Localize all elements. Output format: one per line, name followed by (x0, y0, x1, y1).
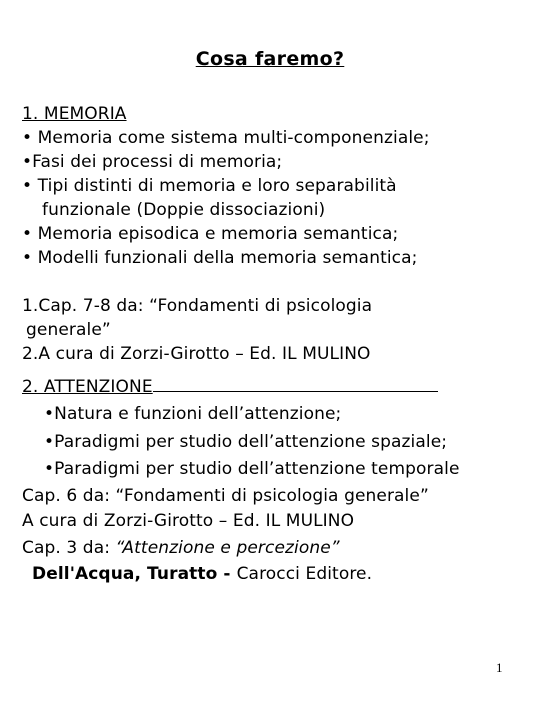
reference-line: Cap. 6 da: “Fondamenti di psicologia generale” (22, 486, 429, 506)
reference-line: A cura di Zorzi-Girotto – Ed. IL MULINO (22, 511, 355, 531)
reference-prefix: Cap. 3 da: (22, 538, 116, 558)
list-item-text: Fasi dei processi di memoria; (32, 152, 283, 172)
bullet-icon: • (44, 432, 55, 452)
list-item (44, 432, 447, 452)
bullet-icon: • (22, 128, 33, 148)
bullet-icon: • (44, 404, 55, 424)
page-number: 1 (496, 660, 503, 675)
list-item (22, 224, 398, 244)
list-item-text: Memoria episodica e memoria semantica; (37, 224, 399, 244)
bullet-icon: • (22, 224, 33, 244)
list-item (22, 152, 282, 172)
section-heading-text: 2. ATTENZIONE (22, 377, 153, 397)
section-heading-attenzione (22, 376, 438, 397)
list-item-text: Paradigmi per studio dell’attenzione spaziale; (54, 432, 448, 452)
bullet-icon: • (22, 152, 33, 172)
section-heading-memoria: 1. MEMORIA (22, 104, 127, 124)
page-title: Cosa faremo? (195, 48, 345, 70)
list-item-text: Memoria come sistema multi-componenziale; (37, 128, 430, 148)
reference-line: 1.Cap. 7-8 da: “Fondamenti di psicologia (22, 296, 373, 316)
list-item (22, 248, 417, 268)
list-item-continuation: funzionale (Doppie dissociazioni) (42, 200, 326, 220)
list-item (22, 128, 430, 148)
list-item-text: Natura e funzioni dell’attenzione; (54, 404, 342, 424)
authors: Dell'Acqua, Turatto - (32, 564, 237, 584)
reference-line: generale” (26, 320, 111, 340)
list-item-text: Modelli funzionali della memoria semantica; (37, 248, 418, 268)
underline-rule (153, 376, 438, 392)
bullet-icon: • (22, 248, 33, 268)
list-item (44, 404, 341, 424)
reference-line: 2.A cura di Zorzi-Girotto – Ed. IL MULINO (22, 344, 371, 364)
book-title: “Attenzione e percezione” (115, 538, 340, 558)
reference-line (32, 564, 372, 584)
list-item-text: Tipi distinti di memoria e loro separabilità (37, 176, 397, 196)
reference-line (22, 538, 340, 558)
bullet-icon: • (22, 176, 33, 196)
publisher: Carocci Editore. (236, 564, 373, 584)
list-item (22, 176, 397, 196)
list-item (44, 459, 460, 479)
bullet-icon: • (44, 459, 55, 479)
list-item-text: Paradigmi per studio dell’attenzione temporale (54, 459, 460, 479)
